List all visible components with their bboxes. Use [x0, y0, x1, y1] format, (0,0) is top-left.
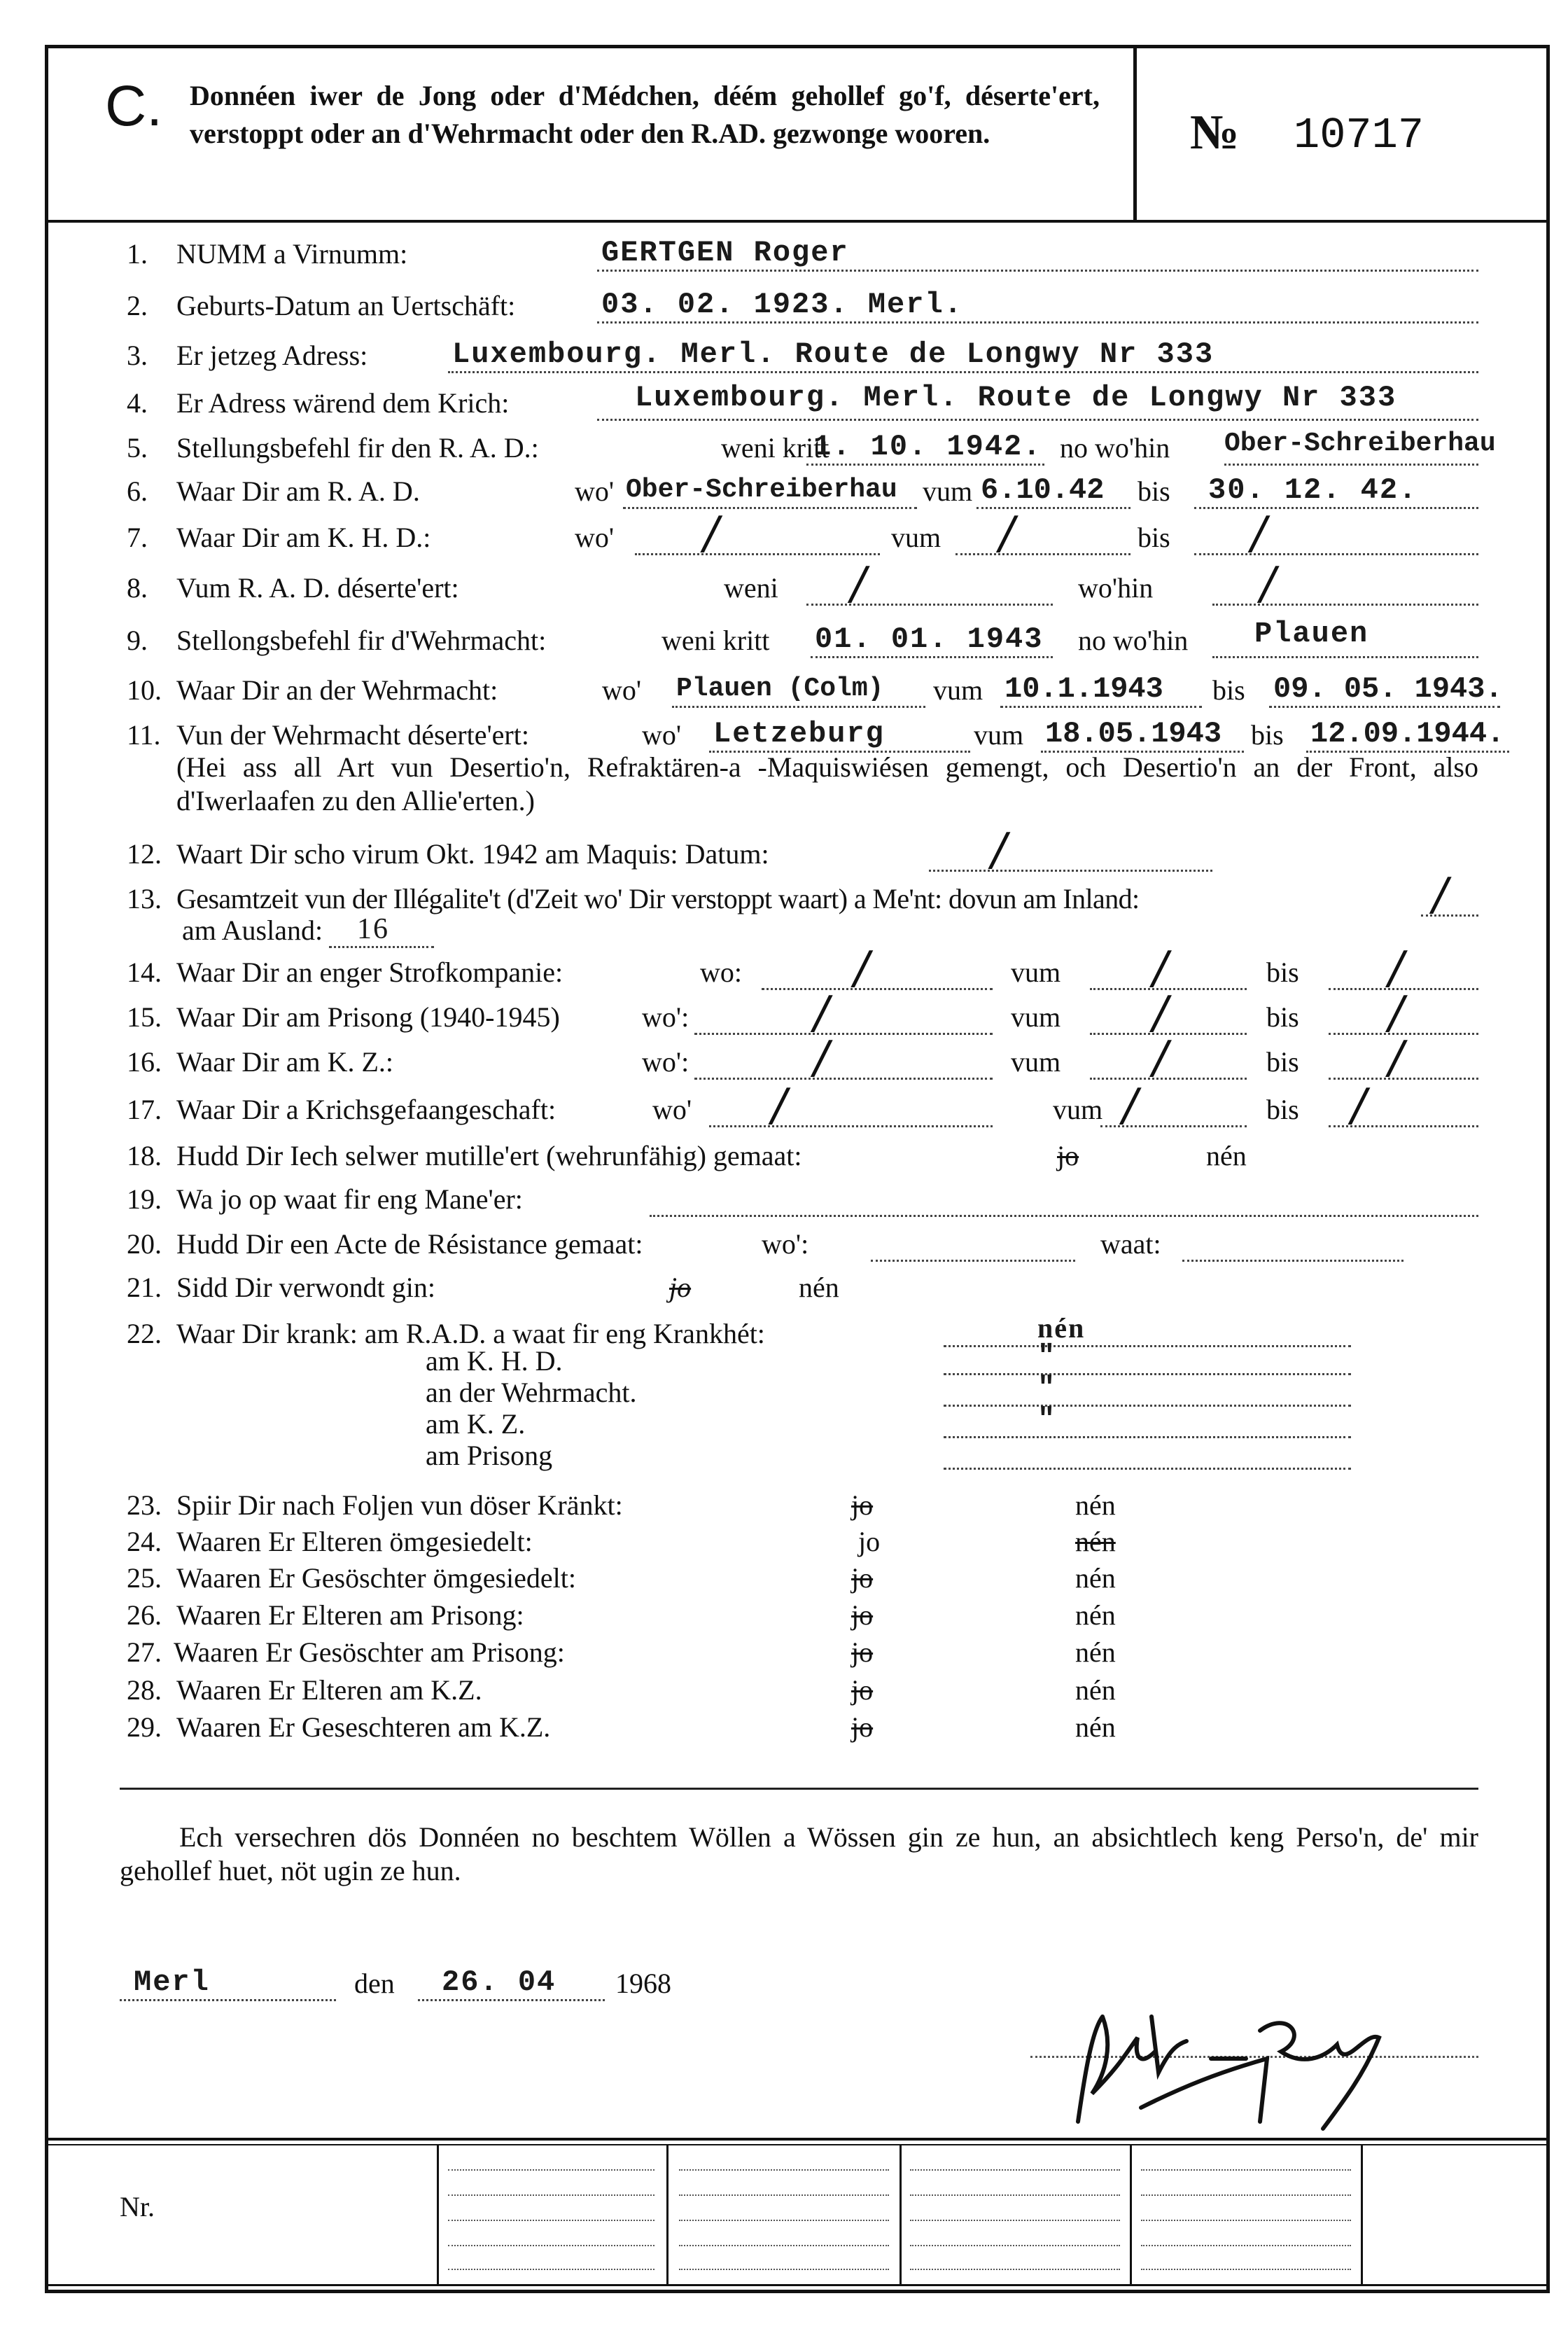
option-nen[interactable]: nén — [1206, 1140, 1247, 1171]
form-number: 10717 — [1294, 111, 1424, 160]
row-number: 24. — [127, 1526, 162, 1557]
slash-mark: / — [813, 1032, 829, 1084]
field-label: wo' — [575, 475, 615, 507]
year-label: 1968 — [615, 1968, 671, 1999]
field-label: vum — [923, 475, 973, 507]
row-3 — [0, 335, 1568, 377]
field-label: am K. H. D. — [426, 1345, 563, 1377]
field-label: Er jetzeg Adress: — [176, 340, 368, 371]
option-nen[interactable]: nén — [1075, 1636, 1116, 1668]
row-23 — [0, 1484, 1568, 1526]
field-label: am Prisong — [426, 1440, 553, 1471]
signature — [1036, 1989, 1428, 2136]
register-cell-line — [1141, 2220, 1351, 2221]
field-label: weni — [724, 572, 778, 604]
table-divider — [437, 2145, 439, 2285]
field-label: Sidd Dir verwondt gin: — [176, 1272, 435, 1303]
field-label: vum — [891, 522, 941, 553]
row-number: 16. — [127, 1046, 162, 1078]
field-label: wo': — [762, 1228, 809, 1260]
option-jo-struck[interactable]: jo — [851, 1674, 874, 1706]
current-address-value: Luxembourg. Merl. Route de Longwy Nr 333 — [452, 338, 1214, 371]
option-jo-struck[interactable]: jo — [851, 1599, 874, 1631]
row-9 — [0, 617, 1568, 662]
ditto-mark: ″ — [1037, 1371, 1057, 1405]
row-28 — [0, 1669, 1568, 1711]
field-label: bis — [1266, 1046, 1299, 1078]
slash-mark: / — [771, 1080, 787, 1132]
field-label: vum — [1011, 956, 1061, 988]
register-cell-line — [1141, 2169, 1351, 2171]
option-jo-struck[interactable]: jo — [851, 1489, 874, 1521]
pow-place-field[interactable] — [709, 1080, 993, 1132]
field-label: Waaren Er Gesöschter am Prisong: — [174, 1636, 565, 1668]
field-label: Waaren Er Geseschteren am K.Z. — [176, 1711, 551, 1743]
table-top-rule — [45, 2138, 1550, 2141]
register-cell-line — [910, 2194, 1120, 2196]
register-cell-line — [448, 2194, 654, 2196]
row-26 — [0, 1594, 1568, 1636]
rad-desertion-date-field[interactable] — [806, 558, 1053, 610]
field-label: bis — [1251, 719, 1284, 751]
rad-order-date-field[interactable] — [806, 427, 1044, 466]
row-number: 26. — [127, 1599, 162, 1631]
field-label: vum — [974, 719, 1024, 751]
field-label: Waar Dir am K. H. D.: — [176, 522, 431, 553]
row-25 — [0, 1557, 1568, 1599]
header-divider — [1133, 45, 1137, 220]
register-cell-line — [679, 2220, 889, 2221]
register-cell-line — [679, 2269, 889, 2270]
form-title: Donnéen iwer de Jong oder d'Médchen, déém gehollef go'f, déserte'ert, verstoppt oder an d'Wehrmacht oder den R.AD. gezwonge wooren. — [190, 80, 1100, 149]
field-label: Waaren Er Elteren ömgesiedelt: — [176, 1526, 533, 1557]
field-label: vum — [933, 674, 983, 706]
row-17 — [0, 1080, 1568, 1132]
register-cell-line — [679, 2169, 889, 2171]
rad-order-date-value: 1. 10. 1942. — [813, 430, 1042, 464]
register-cell-line — [679, 2194, 889, 2196]
register-cell-line — [448, 2169, 654, 2171]
mutilation-manner-field[interactable] — [650, 1178, 1478, 1217]
field-label: Vun der Wehrmacht déserte'ert: — [176, 719, 529, 751]
field-label: bis — [1138, 522, 1170, 553]
row-number: 5. — [127, 432, 148, 464]
slash-mark: / — [1351, 1080, 1366, 1132]
field-label: Waar Dir a Krichsgefaangeschaft: — [176, 1094, 556, 1125]
kz-to-field[interactable] — [1329, 1032, 1478, 1084]
birth-value: 03. 02. 1923. Merl. — [601, 288, 963, 321]
wehrmacht-place-value: Plauen (Colm) — [676, 674, 884, 704]
field-label: bis — [1266, 956, 1299, 988]
place-value: Merl — [134, 1965, 210, 1999]
row-19 — [0, 1178, 1568, 1220]
field-label: Waart Dir scho virum Okt. 1942 am Maquis: Datum: — [176, 838, 769, 870]
option-jo-struck[interactable]: jo — [851, 1711, 874, 1743]
strafkompanie-to-field[interactable] — [1329, 942, 1478, 994]
register-cell-line — [448, 2220, 654, 2221]
field-label: no wo'hin — [1078, 625, 1189, 656]
desertion-to-field[interactable] — [1306, 714, 1509, 753]
row-27 — [0, 1631, 1568, 1674]
row-number: 17. — [127, 1094, 162, 1125]
khd-from-field[interactable] — [955, 508, 1130, 559]
field-label: vum — [1011, 1046, 1061, 1078]
rad-order-place-value: Ober-Schreiberhau — [1224, 429, 1496, 459]
desertion-place-field[interactable] — [709, 714, 970, 753]
row-24 — [0, 1521, 1568, 1563]
option-nen[interactable]: nén — [1075, 1599, 1116, 1631]
declaration-text: Ech versechren dös Donnéen no beschtem Wöllen a Wössen gin ze hun, an absichtlech keng Perso'n, de' mir gehollef huet, nöt ugin ze hun. — [120, 1821, 1478, 1886]
row-11 — [0, 714, 1568, 756]
slash-mark: / — [813, 987, 829, 1039]
strafkompanie-from-field[interactable] — [1090, 942, 1247, 994]
register-cell-line — [910, 2269, 1120, 2270]
option-jo-struck[interactable]: jo — [851, 1562, 874, 1594]
rad-place-field[interactable] — [623, 471, 917, 509]
current-address-field[interactable] — [448, 335, 1478, 373]
strafkompanie-place-field[interactable] — [762, 942, 993, 994]
illness-rad-field[interactable] — [944, 1313, 1351, 1347]
row-number: 15. — [127, 1001, 162, 1033]
field-label: wo': — [642, 1046, 690, 1078]
field-label: Er Adress wärend dem Krich: — [176, 387, 510, 419]
resistance-place-field[interactable] — [871, 1223, 1075, 1262]
field-label: bis — [1266, 1094, 1299, 1125]
slash-mark: / — [854, 942, 869, 994]
row-number: 22. — [127, 1318, 162, 1349]
slash-mark: / — [1152, 942, 1168, 994]
row-22-kz — [0, 1403, 1568, 1440]
row-13-ausland — [0, 910, 1568, 952]
wehrmacht-from-field[interactable] — [1000, 669, 1202, 708]
ditto-mark: ″ — [1037, 1403, 1057, 1436]
slash-mark: / — [1388, 987, 1404, 1039]
field-label: NUMM a Virnumm: — [176, 238, 408, 270]
name-value: GERTGEN Roger — [601, 236, 849, 270]
row-22-khd — [0, 1340, 1568, 1377]
slash-mark: / — [991, 824, 1007, 876]
row-21 — [0, 1267, 1568, 1309]
illness-rad-value: nén — [1037, 1312, 1086, 1344]
illness-khd-field[interactable] — [944, 1340, 1351, 1375]
row-8 — [0, 558, 1568, 610]
option-nen[interactable]: nén — [799, 1272, 839, 1303]
table-divider — [899, 2145, 902, 2285]
row-1 — [0, 233, 1568, 275]
slash-mark: / — [704, 508, 719, 559]
field-label: Hudd Dir een Acte de Résistance gemaat: — [176, 1228, 643, 1260]
row-5 — [0, 427, 1568, 469]
table-top-rule-2 — [45, 2144, 1550, 2145]
option-nen[interactable]: nén — [1075, 1674, 1116, 1706]
field-label: am K. Z. — [426, 1408, 526, 1440]
option-jo-struck[interactable]: jo — [1057, 1140, 1079, 1171]
row-29 — [0, 1706, 1568, 1748]
field-label: bis — [1212, 674, 1245, 706]
register-cell-line — [1141, 2194, 1351, 2196]
date-value: 26. 04 — [442, 1965, 556, 1999]
desertion-note: (Hei ass all Art vun Desertio'n, Refraktären-a -Maquiswiésen gemengt, och Desertio'n an der Front, also d'Iwerlaafen zu den Allie'erten.) — [176, 751, 1478, 816]
kz-from-field[interactable] — [1090, 1032, 1247, 1084]
option-jo[interactable]: jo — [858, 1526, 881, 1557]
field-label: Waar Dir am K. Z.: — [176, 1046, 393, 1078]
date-field[interactable] — [418, 1963, 605, 2001]
rad-to-value: 30. 12. 42. — [1208, 473, 1418, 507]
option-jo-struck[interactable]: jo — [669, 1272, 692, 1303]
ausland-months-value: 16 — [357, 913, 389, 945]
row-number: 6. — [127, 475, 148, 507]
rad-place-value: Ober-Schreiberhau — [626, 475, 897, 505]
field-label: Waar Dir an enger Strofkompanie: — [176, 956, 564, 988]
register-cell-line — [1141, 2245, 1351, 2246]
wehrmacht-order-place-field[interactable] — [1212, 617, 1478, 658]
slash-mark: / — [1432, 869, 1448, 921]
row-number: 29. — [127, 1711, 162, 1743]
field-label: den — [354, 1968, 395, 1999]
pow-from-field[interactable] — [1100, 1080, 1247, 1132]
row-4 — [0, 382, 1568, 424]
illness-kz-field[interactable] — [944, 1403, 1351, 1438]
field-label: Waar Dir am Prisong (1940-1945) — [176, 1001, 560, 1033]
row-number: 27. — [127, 1636, 162, 1668]
option-nen[interactable]: nén — [1075, 1711, 1116, 1743]
row-10 — [0, 669, 1568, 711]
khd-to-field[interactable] — [1194, 508, 1478, 559]
birth-field[interactable] — [597, 285, 1478, 323]
illness-prison-field[interactable] — [944, 1440, 1351, 1470]
desertion-place-value: Letzeburg — [713, 717, 885, 751]
field-label: vum — [1053, 1094, 1103, 1125]
wehrmacht-place-field[interactable] — [672, 669, 925, 708]
field-label: Geburts-Datum an Uertschäft: — [176, 290, 516, 321]
place-field[interactable] — [120, 1963, 336, 2001]
maquis-date-field[interactable] — [929, 824, 1212, 876]
field-label: wo': — [642, 1001, 690, 1033]
wehrmacht-order-place-value: Plauen — [1254, 617, 1369, 650]
register-cell-line — [910, 2245, 1120, 2246]
register-cell-line — [910, 2169, 1120, 2171]
field-label: wo: — [700, 956, 742, 988]
field-label: Gesamtzeit vun der Illégalite't (d'Zeit wo' Dir verstoppt waart) a Me'nt: dovun am Inland: — [176, 883, 1140, 914]
khd-place-field[interactable] — [635, 508, 880, 559]
row-20 — [0, 1223, 1568, 1265]
row-number: 3. — [127, 340, 148, 371]
field-label: wo'hin — [1078, 572, 1154, 604]
row-number: 9. — [127, 625, 148, 656]
field-label: weni kritt — [721, 432, 830, 464]
slash-mark: / — [1152, 987, 1168, 1039]
field-label: an der Wehrmacht. — [426, 1377, 637, 1408]
rad-desertion-place-field[interactable] — [1212, 558, 1478, 610]
row-number: 7. — [127, 522, 148, 553]
field-label: Waaren Er Gesöschter ömgesiedelt: — [176, 1562, 576, 1594]
row-7 — [0, 508, 1568, 559]
row-number: 8. — [127, 572, 148, 604]
rad-order-place-field[interactable] — [1224, 427, 1496, 466]
field-label: weni kritt — [662, 625, 770, 656]
ausland-months-field[interactable] — [329, 910, 434, 948]
field-label: Stellongsbefehl fir d'Wehrmacht: — [176, 625, 547, 656]
row-number: 21. — [127, 1272, 162, 1303]
header-rule — [45, 220, 1546, 223]
row-number: 1. — [127, 238, 148, 270]
prison-to-field[interactable] — [1329, 987, 1478, 1039]
rad-from-field[interactable] — [976, 471, 1130, 509]
slash-mark: / — [850, 558, 866, 610]
register-cell-line — [910, 2220, 1120, 2221]
section-rule — [120, 1788, 1478, 1790]
number-symbol: № — [1190, 106, 1240, 160]
slash-mark: / — [1152, 1032, 1168, 1084]
pow-to-field[interactable] — [1329, 1080, 1478, 1132]
field-label: Waaren Er Elteren am K.Z. — [176, 1674, 482, 1706]
register-cell-line — [679, 2245, 889, 2246]
desertion-to-value: 12.09.1944. — [1310, 717, 1505, 751]
wehrmacht-order-date-value: 01. 01. 1943 — [815, 622, 1044, 656]
section-letter: C. — [105, 74, 162, 138]
name-field[interactable] — [597, 233, 1478, 272]
row-2 — [0, 285, 1568, 327]
table-divider — [666, 2145, 668, 2285]
row-15 — [0, 987, 1568, 1039]
field-label: Waar Dir an der Wehrmacht: — [176, 674, 498, 706]
war-address-field[interactable] — [597, 382, 1478, 421]
resistance-what-field[interactable] — [1182, 1223, 1404, 1262]
row-number: 10. — [127, 674, 162, 706]
wehrmacht-from-value: 10.1.1943 — [1004, 672, 1163, 706]
option-jo-struck[interactable]: jo — [851, 1636, 874, 1668]
row-12 — [0, 824, 1568, 876]
field-label: waat: — [1100, 1228, 1161, 1260]
illness-wehrmacht-field[interactable] — [944, 1371, 1351, 1407]
field-label: Waar Dir krank: am R.A.D. a waat fir eng Krankhét: — [176, 1318, 765, 1349]
row-22-wehrmacht — [0, 1371, 1568, 1409]
field-label: wo' — [575, 522, 615, 553]
field-label: wo' — [602, 674, 642, 706]
row-number: 19. — [127, 1183, 162, 1215]
row-number: 2. — [127, 290, 148, 321]
row-number: 13. — [127, 883, 162, 914]
row-number: 11. — [127, 719, 161, 751]
kz-place-field[interactable] — [694, 1032, 993, 1084]
row-16 — [0, 1032, 1568, 1084]
field-label: Vum R. A. D. déserte'ert: — [176, 572, 459, 604]
table-bottom-rule-2 — [45, 2290, 1550, 2293]
ditto-mark: ″ — [1037, 1340, 1057, 1373]
table-divider — [1361, 2145, 1363, 2285]
register-cell-line — [1141, 2269, 1351, 2270]
field-label: vum — [1011, 1001, 1061, 1033]
war-address-value: Luxembourg. Merl. Route de Longwy Nr 333 — [635, 381, 1397, 415]
rad-to-field[interactable] — [1194, 471, 1478, 509]
field-label: bis — [1266, 1001, 1299, 1033]
row-number: 4. — [127, 387, 148, 419]
field-label: no wo'hin — [1060, 432, 1170, 464]
nr-label: Nr. — [120, 2191, 155, 2222]
option-nen-struck[interactable]: nén — [1075, 1526, 1116, 1557]
field-label: am Ausland: — [182, 914, 323, 946]
slash-mark: / — [1260, 558, 1275, 610]
row-number: 14. — [127, 956, 162, 988]
slash-mark: / — [1251, 508, 1266, 559]
slash-mark: / — [999, 508, 1015, 559]
row-6 — [0, 471, 1568, 513]
field-label: Waar Dir am R. A. D. — [176, 475, 420, 507]
row-number: 25. — [127, 1562, 162, 1594]
prison-from-field[interactable] — [1090, 987, 1247, 1039]
slash-mark: / — [1122, 1080, 1138, 1132]
field-label: Hudd Dir Iech selwer mutille'ert (wehrunfähig) gemaat: — [176, 1140, 802, 1171]
slash-mark: / — [1388, 1032, 1404, 1084]
row-number: 28. — [127, 1674, 162, 1706]
row-14 — [0, 942, 1568, 994]
option-nen[interactable]: nén — [1075, 1562, 1116, 1594]
wehrmacht-to-field[interactable] — [1269, 669, 1503, 708]
field-label: Wa jo op waat fir eng Mane'er: — [176, 1183, 523, 1215]
field-label: wo' — [642, 719, 682, 751]
desertion-from-field[interactable] — [1041, 714, 1244, 753]
table-bottom-rule — [45, 2284, 1550, 2286]
option-nen[interactable]: nén — [1075, 1489, 1116, 1521]
row-number: 18. — [127, 1140, 162, 1171]
row-number: 12. — [127, 838, 162, 870]
slash-mark: / — [1388, 942, 1404, 994]
row-number: 20. — [127, 1228, 162, 1260]
field-label: bis — [1138, 475, 1170, 507]
prison-place-field[interactable] — [694, 987, 993, 1039]
field-label: Stellungsbefehl fir den R. A. D.: — [176, 432, 539, 464]
row-22-prisong — [0, 1440, 1568, 1472]
desertion-from-value: 18.05.1943 — [1045, 717, 1222, 751]
table-divider — [1130, 2145, 1132, 2285]
register-cell-line — [448, 2245, 654, 2246]
row-number: 23. — [127, 1489, 162, 1521]
field-label: Spiir Dir nach Foljen vun döser Kränkt: — [176, 1489, 623, 1521]
wehrmacht-to-value: 09. 05. 1943. — [1273, 672, 1503, 706]
field-label: wo' — [652, 1094, 692, 1125]
wehrmacht-order-date-field[interactable] — [811, 620, 1053, 658]
row-18 — [0, 1135, 1568, 1177]
register-cell-line — [448, 2269, 654, 2270]
field-label: Waaren Er Elteren am Prisong: — [176, 1599, 524, 1631]
rad-from-value: 6.10.42 — [981, 473, 1105, 507]
